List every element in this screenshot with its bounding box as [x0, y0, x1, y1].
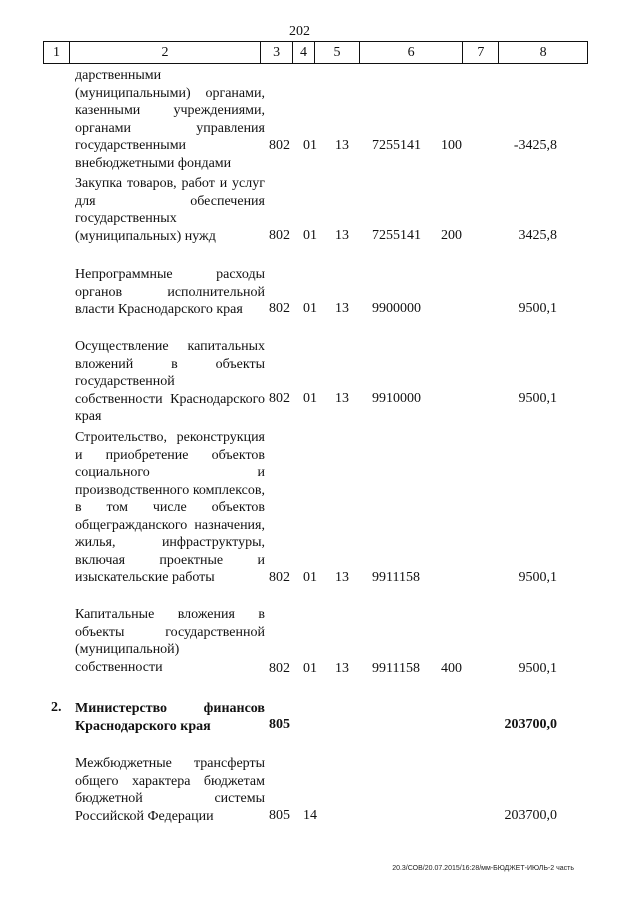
cell-col-8: 3425,8 — [518, 228, 557, 243]
cell-col-4: 01 — [303, 661, 317, 676]
row-name: Непрограммные расходы органов исполнительной власти Краснодарского края — [75, 267, 265, 317]
row-codes — [43, 138, 588, 156]
cell-col-7: 200 — [441, 228, 462, 243]
cell-col-4: 01 — [303, 228, 317, 243]
row-codes — [43, 570, 588, 588]
cell-col-5: 13 — [335, 570, 349, 585]
row-codes — [43, 717, 588, 735]
header-col-6: 6 — [360, 42, 464, 63]
cell-col-8: -3425,8 — [513, 138, 557, 153]
cell-col-3: 802 — [269, 228, 290, 243]
cell-col-3: 805 — [269, 717, 290, 732]
row-codes — [43, 301, 588, 319]
header-col-1: 1 — [44, 42, 70, 63]
cell-col-4: 01 — [303, 570, 317, 585]
header-col-4: 4 — [293, 42, 315, 63]
cell-col-6: 9911158 — [372, 661, 420, 676]
cell-col-5: 13 — [335, 661, 349, 676]
row-name: Строительство, реконструкция и приобретение объектов социального и производственного комплексов, в том числе объектов общегражданского назначения, жилья, инфраструктуры, включая проектные и изыскательские работы — [75, 430, 265, 585]
row-codes — [43, 808, 588, 826]
cell-col-3: 805 — [269, 808, 290, 823]
page-number: 202 — [289, 24, 310, 39]
header-col-8: 8 — [539, 44, 547, 60]
header-col-2: 2 — [70, 42, 261, 63]
cell-col-4: 14 — [303, 808, 317, 823]
cell-col-7: 100 — [441, 138, 462, 153]
cell-col-8: 9500,1 — [518, 391, 557, 406]
cell-col-5: 13 — [335, 138, 349, 153]
cell-col-6: 9911158 — [372, 570, 420, 585]
row-codes — [43, 228, 588, 246]
cell-col-8: 9500,1 — [518, 661, 557, 676]
header-col-7: 7 — [463, 42, 499, 63]
cell-col-4: 01 — [303, 391, 317, 406]
row-name: Осуществление капитальных вложений в объекты государственной собственности Краснодарского края — [75, 339, 265, 424]
footer-code: 20.3/СОВ/20.07.2015/16:28/мм-БЮДЖЕТ-ИЮЛЬ-2 часть — [392, 865, 574, 872]
cell-col-3: 802 — [269, 138, 290, 153]
cell-col-6: 7255141 — [372, 228, 421, 243]
cell-col-8: 203700,0 — [504, 808, 557, 823]
cell-col-8: 9500,1 — [518, 570, 557, 585]
table-header — [43, 41, 588, 64]
cell-col-3: 802 — [269, 661, 290, 676]
row-codes — [43, 391, 588, 409]
cell-col-6: 9900000 — [372, 301, 421, 316]
cell-col-3: 802 — [269, 301, 290, 316]
row-name: Министерство финансов Краснодарского края — [75, 701, 265, 734]
header-col-3: 3 — [261, 42, 293, 63]
header-col-5: 5 — [315, 42, 360, 63]
cell-col-4: 01 — [303, 301, 317, 316]
row-codes — [43, 661, 588, 679]
row-name: Капитальные вложения в объекты государственной (муниципальной) собственности — [75, 607, 265, 675]
row-name: дарственными (муниципальными) органами, казенными учреждениями, органами управления государственными внебюджетными фондами — [75, 68, 265, 171]
section-number: 2. — [51, 700, 62, 715]
cell-col-8: 9500,1 — [518, 301, 557, 316]
row-name: Закупка товаров, работ и услуг для обеспечения государственных (муниципальных) нужд — [75, 176, 265, 244]
cell-col-5: 13 — [335, 301, 349, 316]
cell-col-5: 13 — [335, 228, 349, 243]
cell-col-6: 9910000 — [372, 391, 421, 406]
cell-col-3: 802 — [269, 391, 290, 406]
cell-col-5: 13 — [335, 391, 349, 406]
cell-col-4: 01 — [303, 138, 317, 153]
row-name: Межбюджетные трансферты общего характера бюджетам бюджетной системы Российской Федерации — [75, 756, 265, 824]
cell-col-7: 400 — [441, 661, 462, 676]
cell-col-3: 802 — [269, 570, 290, 585]
cell-col-8: 203700,0 — [504, 717, 557, 732]
cell-col-6: 7255141 — [372, 138, 421, 153]
